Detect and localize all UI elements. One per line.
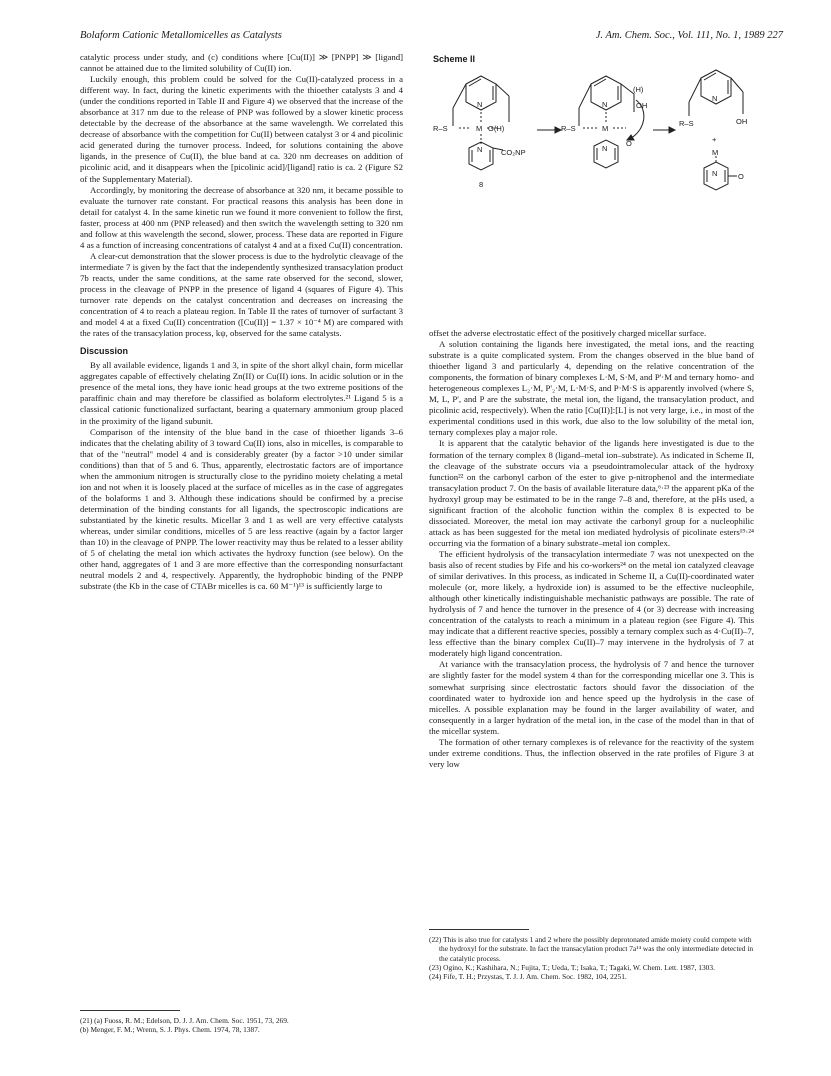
footnote: (21) (a) Fuoss, R. M.; Edelson, D. J. J. Am. Chem. Soc. 1951, 73, 269. (80, 1016, 289, 1025)
ch2-bond (579, 84, 591, 108)
rs-group-label: R–S (561, 124, 576, 133)
ch2-bond (453, 84, 466, 108)
oxygen-label: O (626, 139, 632, 148)
running-title: Bolaform Cationic Metallomicelles as Catalysts (80, 30, 282, 41)
plus-sign: + (712, 135, 717, 144)
footnote-rule (80, 1010, 180, 1011)
nitrogen-label: N (712, 169, 718, 178)
arrow-head (669, 127, 675, 133)
footnote: (22) This is also true for catalysts 1 and 2 where the possibly deprotonated amide moiety could compete with the hydroxyl for the substrate. In fact the transacylation product 7a¹⁴ was the only intermediate detected in the catalytic process. (429, 935, 754, 963)
hydroxyl-label: O(H) (488, 124, 505, 133)
footnote: (b) Menger, F. M.; Wrenn, S. J. Phys. Chem. 1974, 78, 1387. (80, 1025, 260, 1035)
ch2-bond (496, 84, 509, 96)
section-heading: Discussion (80, 346, 129, 357)
paragraph: catalytic process under study, and (c) conditions where [Cu(II)] ≫ [PNPP] ≫ [ligand] cannot be attained due to the limited solubility of Cu(II) ion. (80, 52, 403, 74)
nitrogen-label: N (477, 145, 483, 154)
ch2-bond (731, 78, 743, 92)
paragraph: Comparison of the intensity of the blue band in the case of thioether ligands 3–6 indicates that the chelating ability of 3 toward Cu(II) ions, also in micelles, is comparable to that of the "neutral" model 4 and is considerably greater (by a factor >10 under similar conditions) than that of 5 and 6. Thus, apparently, electrostatic factors are of importance when the ammonium nitrogen is structurally close to the pyridino moiety chelating a metal ion and not when it is loosely placed at the surface of micelles as in the case of aggregates of the bolaforms 1 and 3. Although these indications should be confirmed by a precise determination of the binding constants for all ligands, the spectroscopic indications are substantiated by the kinetic results. Micellar 3 and 1 as well are very effective catalysts whereas, under similar conditions, micelles of 5 are less reactive (again by a factor larger than 10) in the cleavage of PNPP. The lower reactivity may thus be related to a lesser ability of 5 of chelating the metal ion which activates the hydroxy function (see below). On the other hand, aggregates of 1 and 3 are more effective than the corresponding nonsurfactant neutral models 2 and 4, respectively. Apparently, the hydrophobic binding of the PNPP substrate (the Kb in the case of CTABr micelles is ca. 60 M⁻¹)¹³ is sufficiently large to (80, 426, 403, 592)
nitrogen-label: N (602, 144, 608, 153)
paragraph: Accordingly, by monitoring the decrease of absorbance at 320 nm, it became possible to evaluate the turnover rate constant. For practical reasons this analysis has been done in detail for catalyst 4. In the same kinetic run we found it more convenient to follow the first, faster, process at 400 nm (PNP released) and then switch the wavelength setting to 320 nm and follow at this wavelength the second, slower, process. These data are reported in Figure 4 as a function of increasing concentrations of catalyst 4 and at a fixed Cu(II) concentration. (80, 184, 403, 250)
footnote: (23) Ogino, K.; Kashihara, N.; Fujita, T.; Ueda, T.; Isaka, T.; Tagaki, W. Chem. Lett. 1987, 1303. (429, 962, 715, 972)
paragraph: A solution containing the ligands here investigated, the metal ions, and the reacting substrate is a quite complicated system. From the changes observed in the blue band of thioether ligand 3 and particularly 4, depending on the relative concentration of the components, the formation of binary complexes L·M, S·M, and P'·M and ternary homo- and heterogeneous complexes L₂·M, P'₂·M, L·M·S, and P·M·S is apparently involved (where S, M, L, P', and P are the substrate, the metal ion, the ligand, the transacylation product, and picolinic acid, respectively). When the ratio [Cu(II)]:[L] is not very large, i.e., in most of the experimental conditions used in this work, due also to the low solubility of the metal ion, ternary complexes play a major role. (429, 339, 754, 438)
right-footnotes (429, 935, 754, 981)
nitrogen-label: N (477, 100, 483, 109)
metal-label: M (712, 148, 719, 157)
paragraph: offset the adverse electrostatic effect of the positively charged micellar surface. (429, 328, 707, 338)
left-footnotes (80, 1016, 403, 1035)
metal-label: M (602, 124, 609, 133)
right-column (429, 328, 754, 770)
paragraph: A clear-cut demonstration that the slower process is due to the hydrolytic cleavage of the intermediate 7 is given by the fact that the independently synthesized transacylation product 7b reacts, under the same conditions, at the same rate observed for the second, slower, process in the cleavage of PNPP in the presence of ligand 4 (squares of Figure 4). This turnover rate depends on the catalyst concentration and decreases on increasing the concentration of 4 to reach a plateau region. In Table II the rates of turnover of surfactant 3 and model 4 at a fixed Cu(II) concentration ([Cu(II)] = 1.37 × 10⁻⁴ M) are compared with the rates of the transacylation process, kψ, observed for the same catalysts. (80, 250, 403, 339)
paragraph: By all available evidence, ligands 1 and 3, in spite of the short alkyl chain, form micellar aggregates capable of effectively chelating Zn(II) or Cu(II) ions. In acidic solution or in the presence of the metal ions, they have ionic head groups at the two extreme positions of the paraffinic chain and may therefore be classified as bolaform electrolytes.²¹ Ligand 5 is a classical cationic functionalized surfactant, bearing a quaternary ammonium group placed in the proximity of the ligand subunit. (80, 360, 403, 426)
nitrogen-label: N (712, 94, 718, 103)
paragraph: The efficient hydrolysis of the transacylation intermediate 7 was not unexpected on the basis also of recent studies by Fife and his co-workers²⁴ on the metal ion catalyzed cleavage of similar derivatives. In this process, as indicated in Scheme II, a Cu(II)-coordinated water molecule (or, more likely, a hydroxide ion) is assumed to be the effective nucleophile, although other kinetically indistinguishable mechanistic pathways are possible. The rate of hydrolysis of 7 and hence the turnover in the presence of 4 (or 3) decrease with increasing concentration of the catalysts to reach a minimum in a plateau region (see Figure 4). This may indicate that a different reactive species, possibly a ternary complex such as 4·Cu(II)–7, less effective than the binary complex Cu(II)–7 may intervene in the hydrolysis of 7 at moderately high ligand concentration. (429, 548, 754, 659)
scheme-ii-diagram (431, 64, 751, 204)
rs-group-label: R–S (679, 119, 694, 128)
running-header (80, 30, 783, 44)
paragraph: At variance with the transacylation process, the hydrolysis of 7 and hence the turnover are slightly faster for the model system 4 than for the corresponding micellar one 3. This is somewhat surprising since electrostatic factors should favor the dissociation of the coordinated water to hydroxide ion and hence speed up the hydrolysis in the case of micelles. A possible explanation may be found in the larger availability of water, and consequently in a larger hydration of the metal ion, in the case of the model than in that of the micellar system. (429, 659, 754, 736)
nitrogen-label: N (602, 100, 608, 109)
paragraph: The formation of other ternary complexes is of relevance for the reactivity of the system under extreme conditions. Thus, the inflection observed in the rate profiles of Figure 3 at very low (429, 736, 754, 769)
left-column (80, 52, 403, 592)
compound-number: 8 (479, 180, 484, 189)
hydroxyl-label: OH (736, 117, 748, 126)
journal-citation: J. Am. Chem. Soc., Vol. 111, No. 1, 1989 227 (595, 30, 783, 41)
paragraph: It is apparent that the catalytic behavior of the ligands here investigated is due to the formation of the ternary complex 8 (ligand–metal ion–substrate). As indicated in Scheme II, the cleavage of the substrate occurs via a pseudointramolecular attack of the hydroxy function²² on the carbonyl carbon of the ester to give p-nitrophenol and the intermediate transacylation product 7. On the basis of available literature data,⁶·²³ the apparent pKa of the hydroxyl group may be estimated to be in the range 7–8 and, therefore, at the pHs used, a significant fraction of the alcoholic function within the complex 8 is expected to be dissociated. Moreover, the metal ion may activate the carbonyl group for a nucleophilic attack as has been suggested for the metal ion mediated hydrolysis of picolinate esters¹⁹·²⁴ occurring via the formation of a binary substrate–metal ion complex. (429, 438, 754, 548)
footnote-rule (429, 929, 529, 930)
footnote: (24) Fife, T. H.; Przystas, T. J. J. Am. Chem. Soc. 1982, 104, 2251. (429, 972, 627, 982)
hydrogen-label: (H) (633, 85, 644, 94)
ester-label: CO₂NP (501, 148, 526, 157)
scheme-title: Scheme II (433, 54, 476, 64)
metal-label: M (476, 124, 483, 133)
paragraph: Luckily enough, this problem could be solved for the Cu(II)-catalyzed process in a different way. In fact, during the kinetic experiments with the thioether catalysts 3 and 4 (under the conditions reported in Table II and Figure 4) we observed that the increase of the absorbance at 317 nm due to the release of PNP was followed by a slower kinetic process detectable by the decrease of the absorbance at the same wavelength. We correlated this decrease of absorbance with the competition for Cu(II) between catalyst 3 or 4 and picolinic acid generated during the turnover process. Indeed, for solutions containing the above ligands, in the presence of Cu(II), the blue band at ca. 320 nm decreases on addition of picolinic acid, and it disappears when the [picolinic acid]/[ligand] ratio is ca. 2 (Figure S2 of the Supplementary Material). (80, 74, 403, 184)
ch2-bond (689, 78, 701, 102)
rs-group-label: R–S (433, 124, 448, 133)
hydroxyl-label: OH (636, 101, 648, 110)
oxygen-label: O (738, 172, 744, 181)
